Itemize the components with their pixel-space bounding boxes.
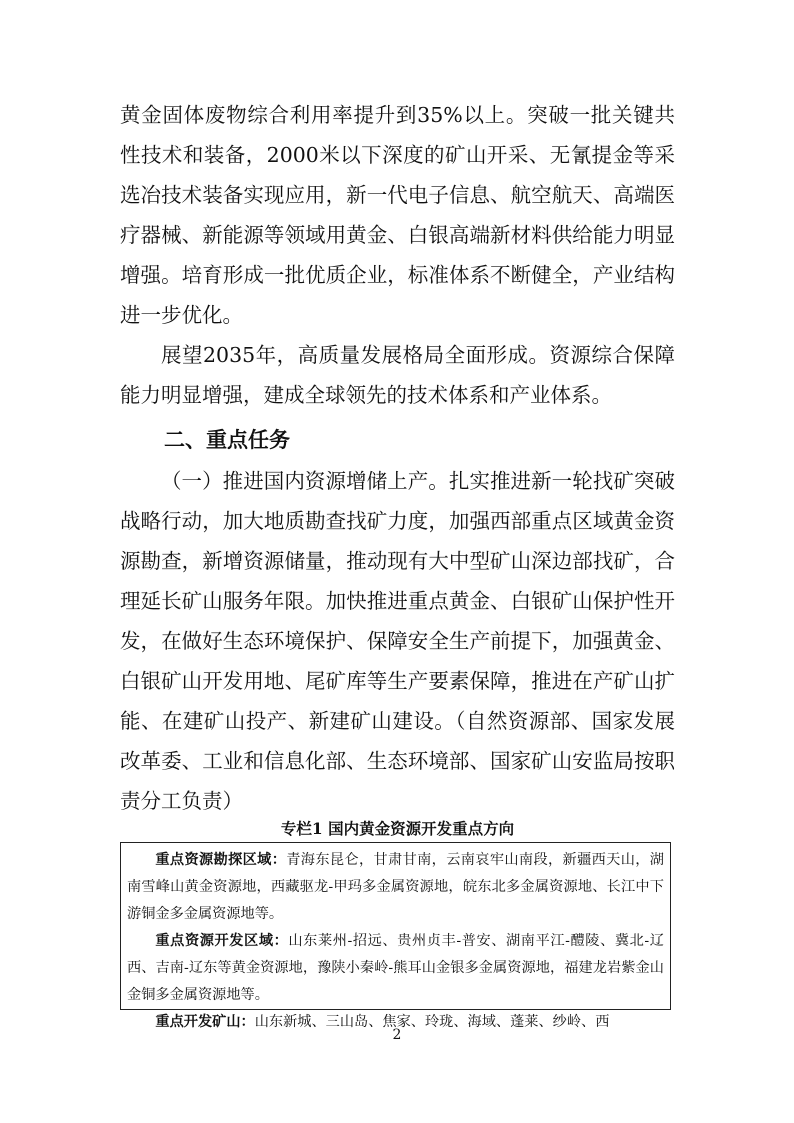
box-item-label: 重点开发矿山： — [155, 1014, 255, 1030]
box-item-text: 山东新城、三山岛、焦家、玲珑、海域、蓬莱、纱岭、西 — [254, 1014, 610, 1030]
section-heading: 二、重点任务 — [164, 428, 290, 452]
box-item-text: 青海东昆仑，甘肃甘南，云南哀牢山南段，新疆西天山，湖南雪峰山黄金资源地，西藏驱龙-甲玛多金属资源地，皖东北多金属资源地、长江中下游铜金多金属资源地等。 — [127, 852, 664, 922]
paragraph-goals-continued: 黄金固体废物综合利用率提升到35%以上。突破一批关键共性技术和装备，2000米以下深度的矿山开采、无氰提金等采选冶技术装备实现应用，新一代电子信息、航空航天、高端医疗器械、新能源等领域用黄金、白银高端新材料供给能力明显增强。培育形成一批优质企业，标准体系不断健全，产业结构进一步优化。 — [120, 103, 675, 327]
box-item-label: 重点资源勘探区域： — [155, 852, 287, 868]
box-body — [121, 843, 670, 1036]
box-item — [127, 928, 664, 1009]
paragraph-task-1: （一）推进国内资源增储上产。扎实推进新一轮找矿突破战略行动，加大地质勘查找矿力度，加强西部重点区域黄金资源勘查，新增资源储量，推动现有大中型矿山深边部找矿，合理延长矿山服务年限。加快推进重点黄金、白银矿山保护性开发，在做好生态环境保护、保障安全生产前提下，加强黄金、白银矿山开发用地、尾矿库等生产要素保障，推进在产矿山扩能、在建矿山投产、新建矿山建设。（自然资源部、国家发展改革委、工业和信息化部、生态环境部、国家矿山安监局按职责分工负责） — [120, 469, 675, 813]
body-text-top — [120, 95, 675, 415]
paragraph-outlook-2035: 展望2035年，高质量发展格局全面形成。资源综合保障能力明显增强，建成全球领先的技术体系和产业体系。 — [120, 343, 675, 407]
page-number: 2 — [392, 1027, 402, 1043]
box-item-label: 重点资源开发区域： — [155, 933, 289, 949]
box-title: 专栏1 国内黄金资源开发重点方向 — [280, 819, 515, 838]
box-item — [127, 847, 664, 928]
feature-box — [120, 842, 671, 1030]
body-text-task1 — [120, 461, 675, 821]
box-item-text: 山东莱州-招远、贵州贞丰-普安、湖南平江-醴陵、冀北-辽西、吉南-辽东等黄金资源地，豫陕小秦岭-熊耳山金银多金属资源地，福建龙岩紫金山金铜多金属资源地等。 — [127, 933, 664, 1003]
